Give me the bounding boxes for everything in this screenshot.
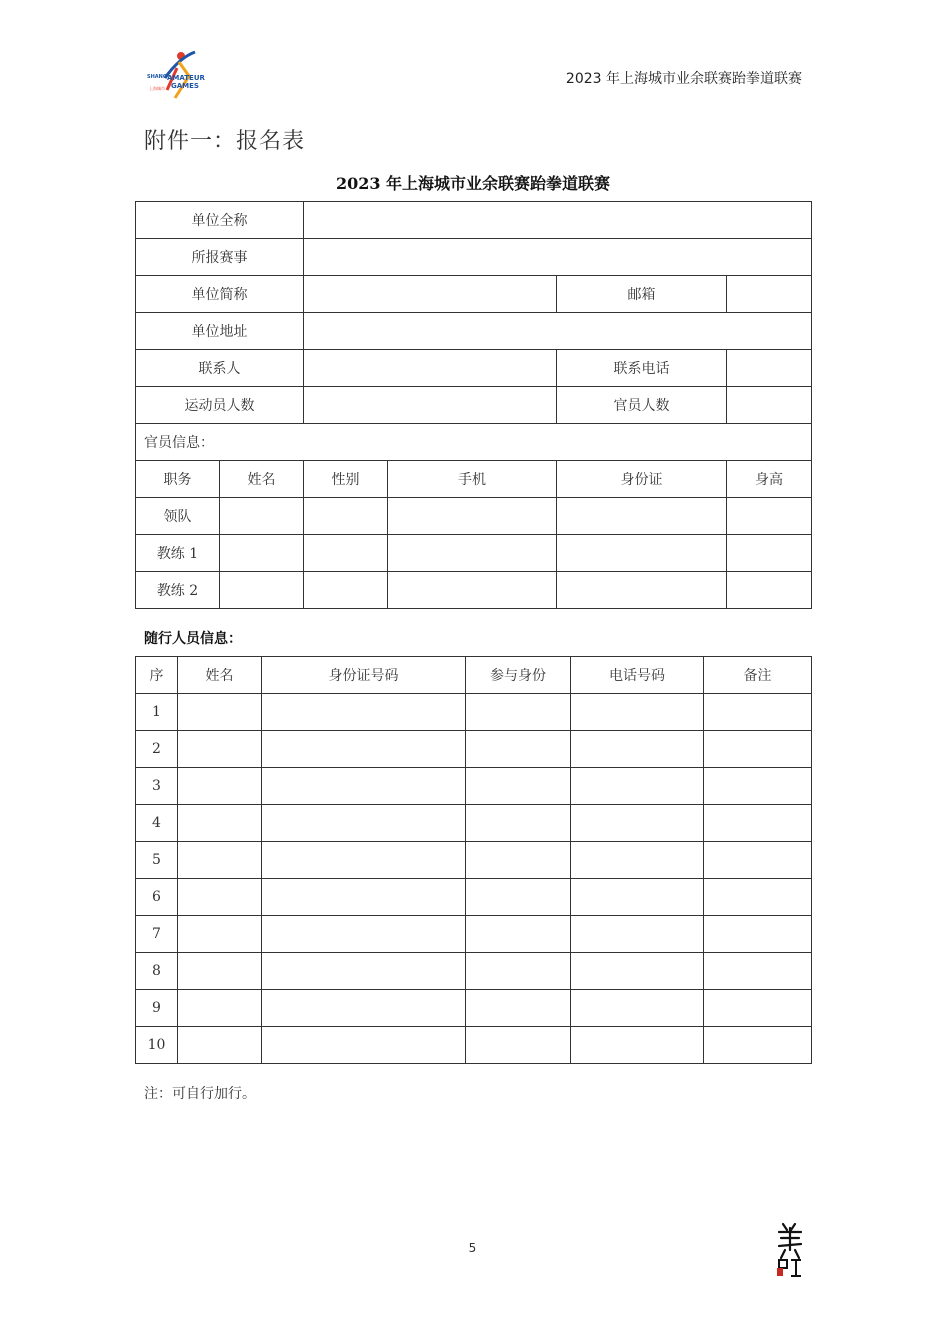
entourage-id-number-field[interactable] — [262, 916, 466, 953]
official-header-mobile: 手机 — [388, 461, 557, 498]
official-header-gender: 性别 — [304, 461, 388, 498]
entourage-row — [136, 990, 812, 1027]
entourage-row — [136, 953, 812, 990]
official-id-card-field[interactable] — [557, 498, 727, 535]
entourage-remarks-field[interactable] — [704, 953, 812, 990]
entourage-row-index: 3 — [136, 768, 178, 805]
entourage-row — [136, 768, 812, 805]
unit-short-name-field[interactable] — [304, 276, 557, 313]
entourage-name-field[interactable] — [178, 731, 262, 768]
entourage-id-number-field[interactable] — [262, 953, 466, 990]
entourage-role-field[interactable] — [466, 731, 571, 768]
svg-text:AMATEUR: AMATEUR — [167, 74, 205, 82]
email-field[interactable] — [727, 276, 812, 313]
entourage-role-field[interactable] — [466, 916, 571, 953]
entourage-row — [136, 1027, 812, 1064]
entourage-row-index: 4 — [136, 805, 178, 842]
official-height-field[interactable] — [727, 535, 812, 572]
entourage-header-row — [136, 657, 812, 694]
entourage-row-index: 2 — [136, 731, 178, 768]
entourage-remarks-field[interactable] — [704, 768, 812, 805]
entourage-id-number-field[interactable] — [262, 1027, 466, 1064]
official-gender-field[interactable] — [304, 572, 388, 609]
calligraphy-seal-icon — [773, 1220, 807, 1280]
entourage-name-field[interactable] — [178, 990, 262, 1027]
entourage-phone-field[interactable] — [571, 879, 704, 916]
official-mobile-field[interactable] — [388, 535, 557, 572]
entourage-phone-field[interactable] — [571, 768, 704, 805]
entourage-remarks-field[interactable] — [704, 916, 812, 953]
official-header-name: 姓名 — [220, 461, 304, 498]
entourage-row-index: 1 — [136, 694, 178, 731]
entourage-name-field[interactable] — [178, 916, 262, 953]
official-count-label: 官员人数 — [557, 387, 727, 424]
entourage-remarks-field[interactable] — [704, 1027, 812, 1064]
unit-full-name-field[interactable] — [304, 202, 812, 239]
entourage-remarks-field[interactable] — [704, 805, 812, 842]
page-number: 5 — [468, 1241, 477, 1255]
entourage-remarks-field[interactable] — [704, 879, 812, 916]
entourage-row — [136, 879, 812, 916]
contact-phone-field[interactable] — [727, 350, 812, 387]
entourage-role-field[interactable] — [466, 1027, 571, 1064]
official-role: 教练 1 — [136, 535, 220, 572]
contact-person-field[interactable] — [304, 350, 557, 387]
entourage-phone-field[interactable] — [571, 990, 704, 1027]
official-gender-field[interactable] — [304, 498, 388, 535]
svg-text:SHANG: SHANG — [147, 74, 167, 80]
svg-text:上海城市: 上海城市 — [149, 86, 165, 91]
entourage-phone-field[interactable] — [571, 731, 704, 768]
entourage-role-field[interactable] — [466, 879, 571, 916]
entourage-role-field[interactable] — [466, 805, 571, 842]
entourage-name-field[interactable] — [178, 1027, 262, 1064]
entourage-header-phone: 电话号码 — [571, 657, 704, 694]
entourage-id-number-field[interactable] — [262, 805, 466, 842]
entourage-remarks-field[interactable] — [704, 694, 812, 731]
officials-header-row — [136, 461, 812, 498]
official-row — [136, 535, 812, 572]
entourage-id-number-field[interactable] — [262, 842, 466, 879]
entourage-name-field[interactable] — [178, 953, 262, 990]
entourage-role-field[interactable] — [466, 842, 571, 879]
event-field[interactable] — [304, 239, 812, 276]
official-mobile-field[interactable] — [388, 498, 557, 535]
registration-table — [135, 201, 812, 609]
official-role: 领队 — [136, 498, 220, 535]
entourage-id-number-field[interactable] — [262, 694, 466, 731]
official-header-role: 职务 — [136, 461, 220, 498]
entourage-phone-field[interactable] — [571, 916, 704, 953]
svg-text:GAMES: GAMES — [171, 82, 199, 90]
entourage-row-index: 8 — [136, 953, 178, 990]
entourage-header-index: 序 — [136, 657, 178, 694]
contact-person-label: 联系人 — [136, 350, 304, 387]
athlete-count-label: 运动员人数 — [136, 387, 304, 424]
official-gender-field[interactable] — [304, 535, 388, 572]
note: 注：可自行加行。 — [144, 1086, 256, 1102]
official-height-field[interactable] — [727, 572, 812, 609]
entourage-row-index: 9 — [136, 990, 178, 1027]
entourage-name-field[interactable] — [178, 805, 262, 842]
entourage-remarks-field[interactable] — [704, 990, 812, 1027]
contact-phone-label: 联系电话 — [557, 350, 727, 387]
unit-address-field[interactable] — [304, 313, 812, 350]
entourage-phone-field[interactable] — [571, 953, 704, 990]
unit-full-name-label: 单位全称 — [136, 202, 304, 239]
entourage-id-number-field[interactable] — [262, 879, 466, 916]
entourage-row — [136, 694, 812, 731]
entourage-row-index: 7 — [136, 916, 178, 953]
official-id-card-field[interactable] — [557, 572, 727, 609]
entourage-role-field[interactable] — [466, 990, 571, 1027]
entourage-name-field[interactable] — [178, 842, 262, 879]
official-row — [136, 498, 812, 535]
entourage-row — [136, 805, 812, 842]
entourage-row — [136, 916, 812, 953]
entourage-row — [136, 842, 812, 879]
official-role: 教练 2 — [136, 572, 220, 609]
entourage-name-field[interactable] — [178, 694, 262, 731]
entourage-table — [135, 656, 812, 1064]
entourage-header-name: 姓名 — [178, 657, 262, 694]
entourage-remarks-field[interactable] — [704, 731, 812, 768]
entourage-row — [136, 731, 812, 768]
entourage-role-field[interactable] — [466, 694, 571, 731]
entourage-row-index: 10 — [136, 1027, 178, 1064]
entourage-id-number-field[interactable] — [262, 990, 466, 1027]
official-mobile-field[interactable] — [388, 572, 557, 609]
entourage-phone-field[interactable] — [571, 805, 704, 842]
entourage-id-number-field[interactable] — [262, 731, 466, 768]
header-title: 2023 年上海城市业余联赛跆拳道联赛 — [565, 71, 802, 87]
event-label: 所报赛事 — [136, 239, 304, 276]
entourage-row-index: 6 — [136, 879, 178, 916]
official-name-field[interactable] — [220, 572, 304, 609]
official-height-field[interactable] — [727, 498, 812, 535]
entourage-role-field[interactable] — [466, 768, 571, 805]
official-header-height: 身高 — [727, 461, 812, 498]
entourage-header-remarks: 备注 — [704, 657, 812, 694]
official-count-field[interactable] — [727, 387, 812, 424]
shanghai-amateur-games-logo — [145, 48, 215, 102]
unit-address-label: 单位地址 — [136, 313, 304, 350]
officials-info-label: 官员信息： — [136, 424, 812, 461]
entourage-title: 随行人员信息： — [144, 631, 242, 647]
entourage-header-id-number: 身份证号码 — [262, 657, 466, 694]
form-title: 2023 年上海城市业余联赛跆拳道联赛 — [335, 174, 611, 193]
email-label: 邮箱 — [557, 276, 727, 313]
entourage-name-field[interactable] — [178, 768, 262, 805]
entourage-role-field[interactable] — [466, 953, 571, 990]
attachment-title: 附件一：报名表 — [144, 129, 306, 154]
entourage-id-number-field[interactable] — [262, 768, 466, 805]
entourage-header-role: 参与身份 — [466, 657, 571, 694]
official-id-card-field[interactable] — [557, 535, 727, 572]
official-row — [136, 572, 812, 609]
entourage-phone-field[interactable] — [571, 1027, 704, 1064]
entourage-phone-field[interactable] — [571, 842, 704, 879]
official-name-field[interactable] — [220, 498, 304, 535]
unit-short-name-label: 单位简称 — [136, 276, 304, 313]
entourage-name-field[interactable] — [178, 879, 262, 916]
athlete-count-field[interactable] — [304, 387, 557, 424]
official-header-id-card: 身份证 — [557, 461, 727, 498]
official-name-field[interactable] — [220, 535, 304, 572]
entourage-phone-field[interactable] — [571, 694, 704, 731]
entourage-row-index: 5 — [136, 842, 178, 879]
entourage-remarks-field[interactable] — [704, 842, 812, 879]
